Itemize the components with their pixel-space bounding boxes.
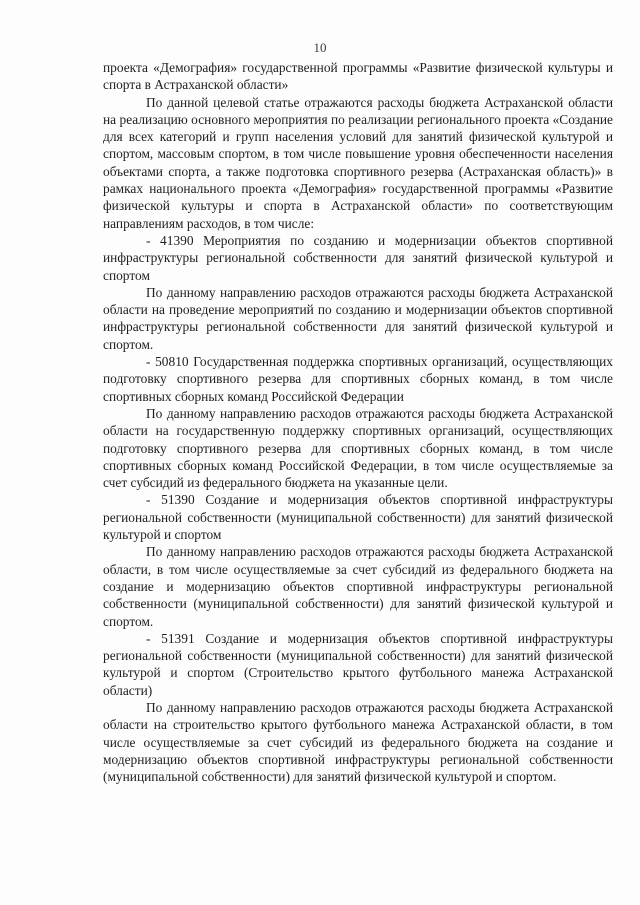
paragraph-item-51390-description: По данному направлению расходов отражаются расходы бюджета Астраханской области, в том числе осуществляемые за счет субсидий из федерального бюджета на создание и модернизацию объектов спортивной инфраструктуры региональной собственности (муниципальной собственности) для занятий физической культурой и спортом. xyxy=(103,544,613,629)
paragraph-continuation: проекта «Демография» государственной программы «Развитие физической культуры и спорта в Астраханской области» xyxy=(103,60,613,93)
page-number: 10 xyxy=(313,40,327,55)
paragraph-item-51391-description: По данному направлению расходов отражаются расходы бюджета Астраханской области на строительство крытого футбольного манежа Астраханской области, в том числе осуществляемые за счет субсидий из федерального бюджета на создание и модернизацию объектов спортивной инфраструктуры региональной собственности (муниципальной собственности) для занятий физической культурой и спортом. xyxy=(103,699,613,785)
paragraph-item-41390-description: По данному направлению расходов отражаются расходы бюджета Астраханской области на проведение мероприятий по созданию и модернизации объектов спортивной инфраструктуры региональной собственности для занятий физической культурой и спортом. xyxy=(103,284,613,352)
paragraph-item-50810: - 50810 Государственная поддержка спортивных организаций, осуществляющих подготовку спортивного резерва для спортивных сборных команд, в том числе спортивных сборных команд Российской Федерации xyxy=(103,354,613,404)
document-body xyxy=(103,59,613,785)
paragraph-item-51391: - 51391 Создание и модернизация объектов спортивной инфраструктуры региональной собственности (муниципальной собственности) для занятий физической культурой и спортом (Строительство крытого футбольного манежа Астраханской области) xyxy=(103,630,613,698)
paragraph-target-article-description: По данной целевой статье отражаются расходы бюджета Астраханской области на реализацию основного мероприятия по реализации регионального проекта «Создание для всех категорий и групп населения условий для занятий физической культурой и спортом, массовым спортом, в том числе повышение уровня обеспеченности населения объектами спорта, а также подготовка спортивного резерва (Астраханская область)» в рамках национального проекта «Демография» государственной программы «Развитие физической культуры и спорта в Астраханской области» по соответствующим направлениям расходов, в том числе: xyxy=(103,94,613,231)
paragraph-item-41390: - 41390 Мероприятия по созданию и модернизации объектов спортивной инфраструктуры региональной собственности для занятий физической культурой и спортом xyxy=(103,232,613,283)
paragraph-item-51390: - 51390 Создание и модернизация объектов спортивной инфраструктуры региональной собственности (муниципальной собственности) для занятий физической культурой и спортом xyxy=(103,492,613,543)
paragraph-item-50810-description: По данному направлению расходов отражаются расходы бюджета Астраханской области на государственную поддержку спортивных организаций, осуществляющих подготовку спортивного резерва для спортивных сборных команд, в том числе спортивных сборных команд Российской Федерации, в том числе осуществляемые за счет субсидий из федерального бюджета на указанные цели. xyxy=(103,405,613,491)
